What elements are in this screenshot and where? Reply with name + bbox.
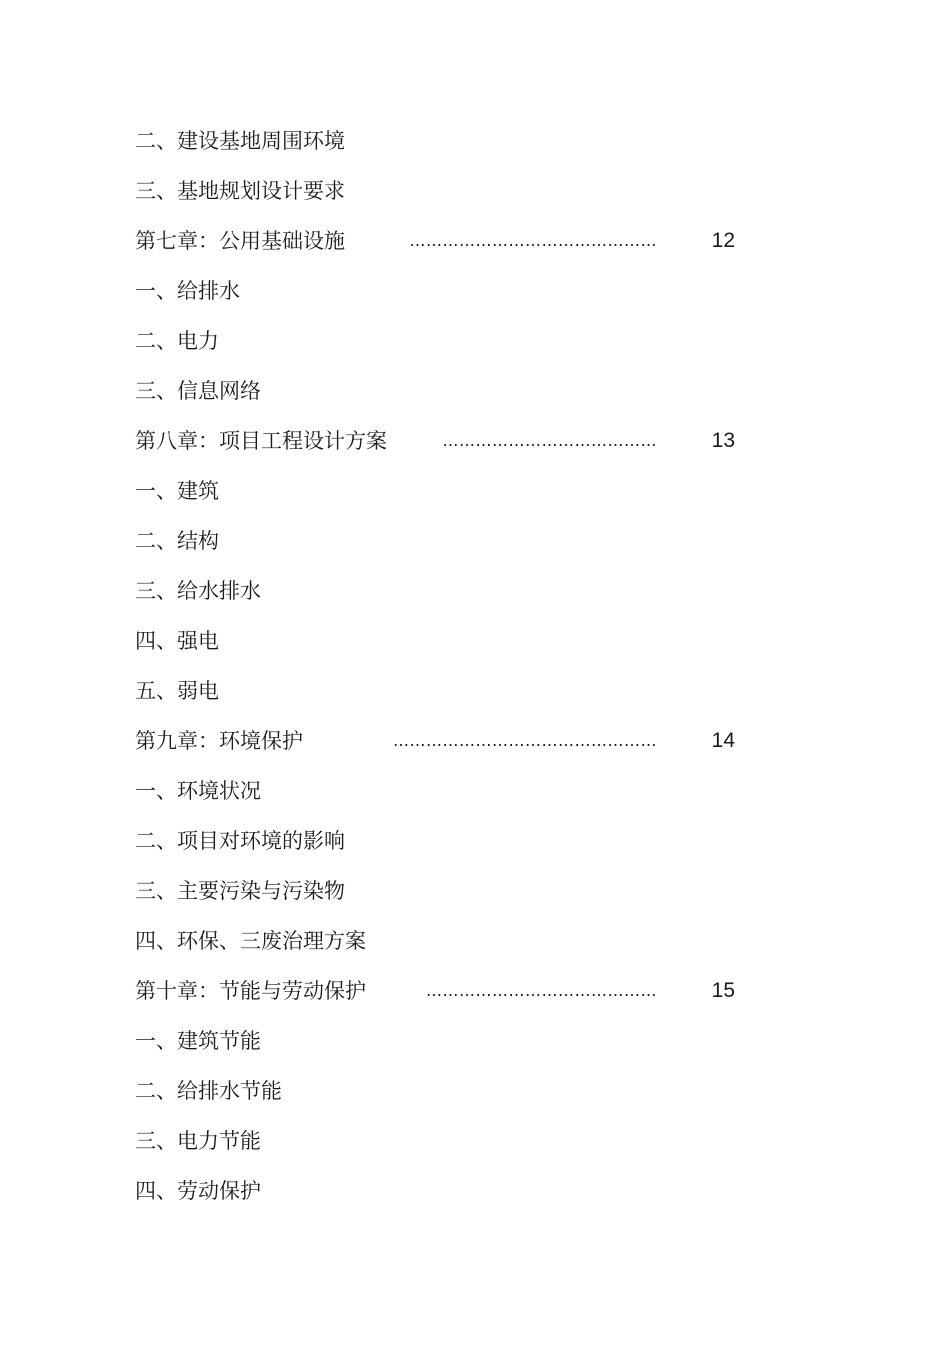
table-of-contents bbox=[135, 116, 735, 1216]
toc-section-entry bbox=[135, 566, 735, 616]
toc-entry-label: 四、劳动保护 bbox=[135, 1179, 261, 1203]
toc-section-entry bbox=[135, 666, 735, 716]
toc-section-entry bbox=[135, 466, 735, 516]
toc-chapter-entry bbox=[135, 716, 735, 766]
toc-entry-label: 二、建设基地周围环境 bbox=[135, 129, 345, 153]
toc-section-entry bbox=[135, 366, 735, 416]
toc-entry-label: 一、环境状况 bbox=[135, 779, 261, 803]
toc-section-entry bbox=[135, 516, 735, 566]
toc-entry-label: 第九章：环境保护 bbox=[135, 729, 303, 753]
toc-section-entry bbox=[135, 316, 735, 366]
toc-entry-label: 二、电力 bbox=[135, 329, 219, 353]
toc-entry-label: 四、强电 bbox=[135, 629, 219, 653]
toc-entry-label: 一、建筑 bbox=[135, 479, 219, 503]
toc-entry-label: 第七章：公用基础设施 bbox=[135, 229, 345, 253]
toc-entry-label: 二、给排水节能 bbox=[135, 1079, 282, 1103]
toc-entry-label: 二、项目对环境的影响 bbox=[135, 829, 345, 853]
toc-page-number: 15 bbox=[711, 979, 735, 1002]
toc-entry-label: 三、电力节能 bbox=[135, 1129, 261, 1153]
toc-chapter-entry bbox=[135, 216, 735, 266]
toc-section-entry bbox=[135, 766, 735, 816]
toc-section-entry bbox=[135, 616, 735, 666]
toc-section-entry bbox=[135, 1016, 735, 1066]
toc-section-entry bbox=[135, 916, 735, 966]
toc-section-entry bbox=[135, 1066, 735, 1116]
toc-page-number: 13 bbox=[711, 429, 735, 452]
toc-section-entry bbox=[135, 266, 735, 316]
toc-section-entry bbox=[135, 116, 735, 166]
toc-entry-label: 一、给排水 bbox=[135, 279, 240, 303]
toc-entry-label: 第八章：项目工程设计方案 bbox=[135, 429, 387, 453]
toc-entry-label: 一、建筑节能 bbox=[135, 1029, 261, 1053]
toc-entry-label: 五、弱电 bbox=[135, 679, 219, 703]
toc-entry-label: 第十章：节能与劳动保护 bbox=[135, 979, 366, 1003]
toc-entry-label: 三、给水排水 bbox=[135, 579, 261, 603]
toc-entry-label: 三、基地规划设计要求 bbox=[135, 179, 345, 203]
toc-dot-leader: ………………………………………… bbox=[393, 731, 657, 750]
toc-dot-leader: …………………………………… bbox=[426, 981, 657, 1000]
toc-entry-label: 四、环保、三废治理方案 bbox=[135, 929, 366, 953]
toc-dot-leader: ……………………………………… bbox=[409, 231, 657, 250]
toc-section-entry bbox=[135, 1116, 735, 1166]
toc-section-entry bbox=[135, 166, 735, 216]
toc-entry-label: 二、结构 bbox=[135, 529, 219, 553]
toc-dot-leader: ………………………………… bbox=[442, 431, 657, 450]
toc-page-number: 14 bbox=[711, 729, 735, 752]
toc-chapter-entry bbox=[135, 416, 735, 466]
toc-entry-label: 三、主要污染与污染物 bbox=[135, 879, 345, 903]
toc-entry-label: 三、信息网络 bbox=[135, 379, 261, 403]
toc-section-entry bbox=[135, 816, 735, 866]
toc-section-entry bbox=[135, 1166, 735, 1216]
toc-page-number: 12 bbox=[711, 229, 735, 252]
toc-chapter-entry bbox=[135, 966, 735, 1016]
toc-section-entry bbox=[135, 866, 735, 916]
